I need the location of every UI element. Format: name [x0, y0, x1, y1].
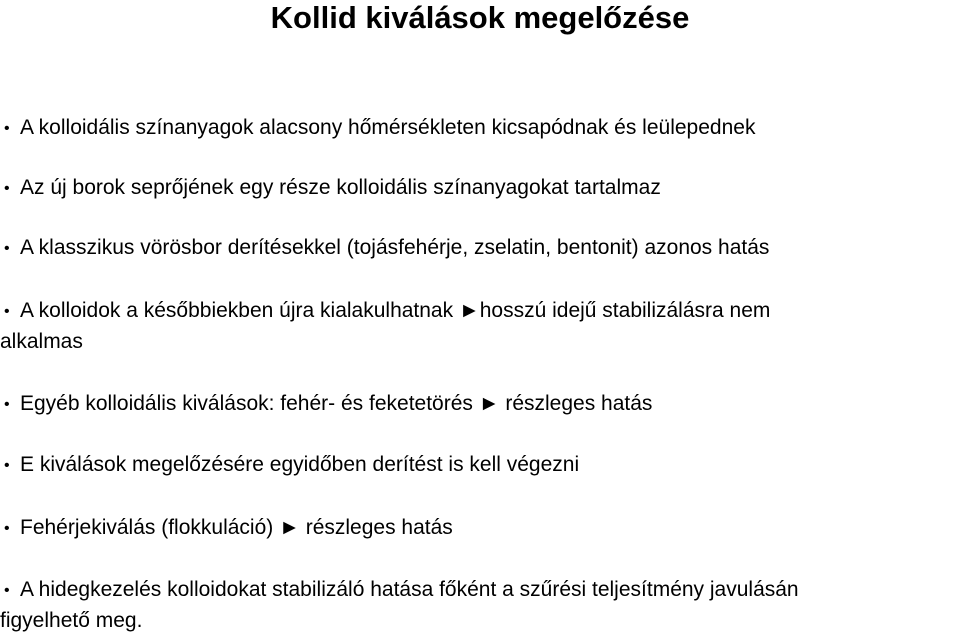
page-title: Kollid kiválások megelőzése	[270, 0, 690, 35]
bullet-text: E kiválások megelőzésére egyidőben derítést is kell végezni	[20, 453, 580, 476]
bullet-icon: •	[4, 396, 10, 413]
bullet-item	[4, 389, 960, 420]
bullet-item	[4, 113, 960, 144]
bullet-text: Az új borok seprőjének egy része kolloidális színanyagokat tartalmaz	[20, 176, 661, 199]
bullet-icon: •	[4, 303, 10, 320]
bullet-item	[0, 296, 960, 357]
bullet-text: A kolloidok a későbbiekben újra kialakulhatnak ►hosszú idejű stabilizálásra nem	[20, 299, 771, 322]
bullet-item	[4, 173, 960, 204]
bullet-item	[4, 450, 960, 481]
bullet-item	[4, 513, 960, 544]
bullet-text: A hidegkezelés kolloidokat stabilizáló hatása főként a szűrési teljesítmény javulásán	[20, 578, 799, 601]
bullet-icon: •	[4, 180, 10, 197]
bullet-icon: •	[4, 520, 10, 537]
bullet-icon: •	[4, 582, 10, 599]
bullet-text: A kolloidális színanyagok alacsony hőmérsékleten kicsapódnak és leülepednek	[20, 116, 756, 139]
bullet-text: Egyéb kolloidális kiválások: fehér- és feketetörés ► részleges hatás	[20, 392, 653, 415]
bullet-text: Fehérjekiválás (flokkuláció) ► részleges hatás	[20, 516, 453, 539]
bullet-text-continuation: alkalmas	[0, 330, 83, 353]
bullet-icon: •	[4, 120, 10, 137]
bullet-item	[4, 233, 960, 264]
bullet-icon: •	[4, 240, 10, 257]
bullet-text-continuation: figyelhető meg.	[0, 609, 143, 632]
bullet-text: A klasszikus vörösbor derítésekkel (tojásfehérje, zselatin, bentonit) azonos hatás	[20, 236, 770, 259]
bullet-icon: •	[4, 457, 10, 474]
bullet-item	[0, 575, 960, 636]
